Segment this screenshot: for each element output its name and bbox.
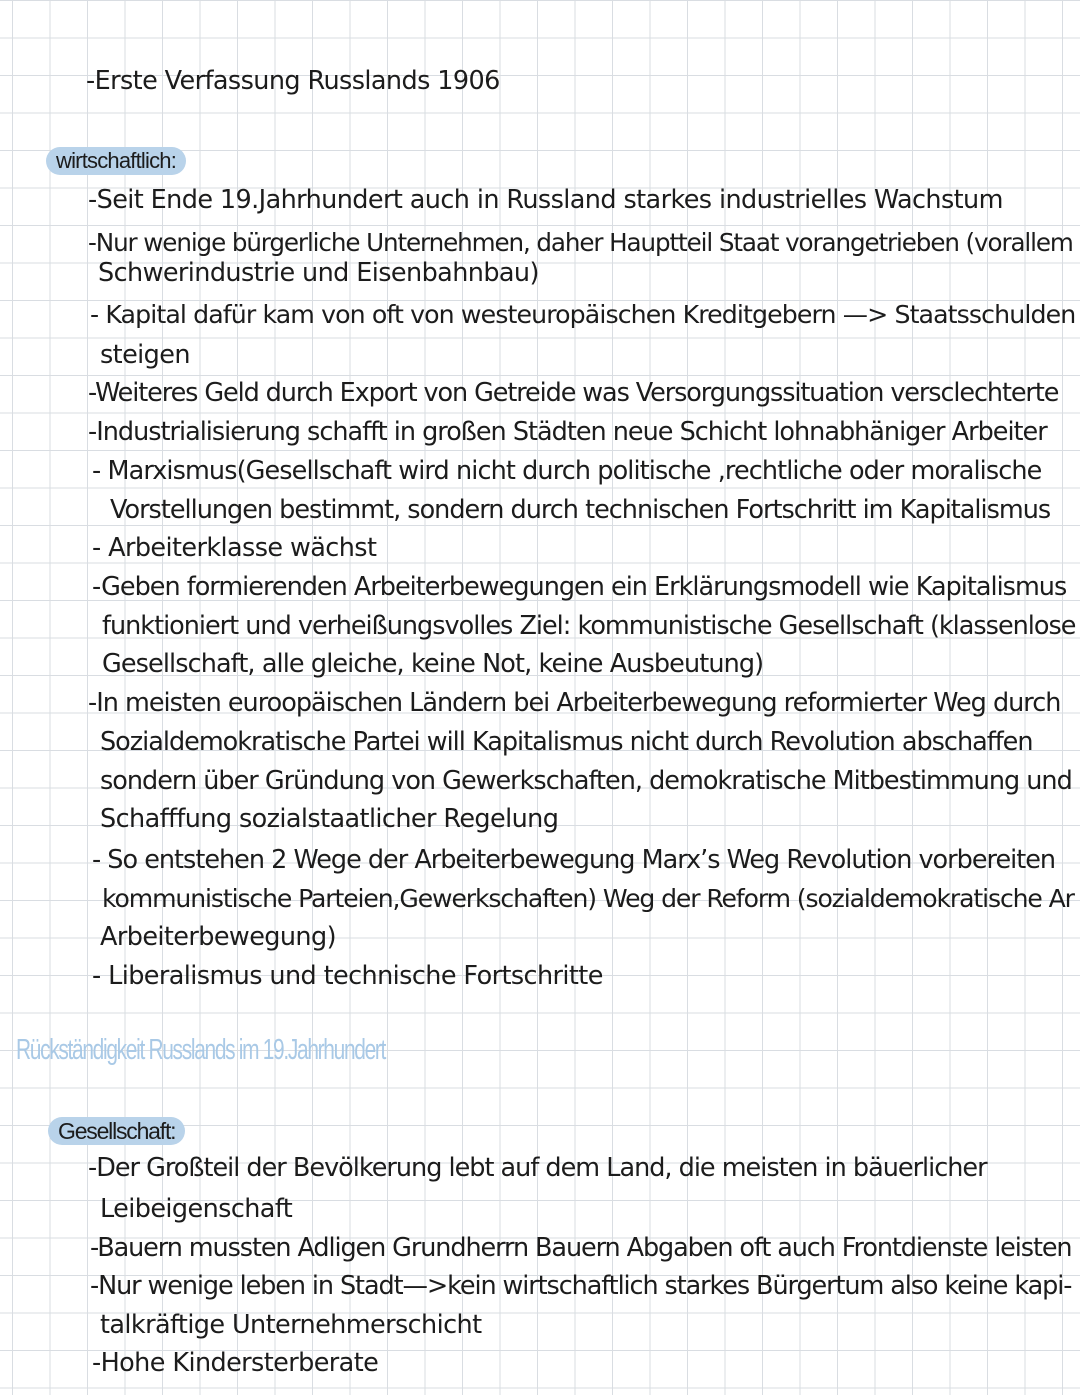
note-line: Leibeigenschaft (100, 1194, 293, 1224)
note-line: -Nur wenige leben in Stadt—>kein wirtschaftlich starkes Bürgertum also keine kapi- (90, 1271, 1072, 1301)
note-line: kommunistische Parteien,Gewerkschaften) Weg der Reform (sozialdemokratische Ar (102, 884, 1074, 913)
note-line: -Nur wenige bürgerliche Unternehmen, daher Hauptteil Staat vorangetrieben (vorallem (88, 228, 1073, 257)
heading-society: Gesellschaft: (48, 1117, 185, 1145)
note-line: Schafffung sozialstaatlicher Regelung (100, 804, 559, 834)
note-line: Arbeiterbewegung) (100, 922, 336, 952)
note-line: Schwerindustrie und Eisenbahnbau) (98, 258, 539, 288)
heading-economic: wirtschaftlich: (46, 147, 186, 175)
note-line: -Hohe Kindersterberate (92, 1348, 379, 1378)
note-line: - Kapital dafür kam von oft von westeuropäischen Kreditgebern —> Staatsschulden (90, 300, 1076, 329)
note-line: -Seit Ende 19.Jahrhundert auch in Russland starkes industrielles Wachstum (88, 185, 1003, 215)
note-line: funktioniert und verheißungsvolles Ziel: kommunistische Gesellschaft (klassenlose (102, 611, 1076, 641)
note-line: - So entstehen 2 Wege der Arbeiterbewegung Marx’s Weg Revolution vorbereiten (92, 845, 1056, 875)
note-line: - Marxismus(Gesellschaft wird nicht durch politische ,rechtliche oder moralische (92, 456, 1042, 486)
note-line: -Bauern mussten Adligen Grundherrn Bauern Abgaben oft auch Frontdienste leisten (90, 1233, 1072, 1263)
note-line: - Arbeiterklasse wächst (92, 533, 377, 563)
note-line: -Weiteres Geld durch Export von Getreide was Versorgungssituation versclechterte (88, 378, 1059, 408)
note-line: -Industrialisierung schafft in großen Städten neue Schicht lohnabhäniger Arbeiter (88, 417, 1047, 447)
section-title: Rückständigkeit Russlands im 19.Jahrhundert (16, 1034, 386, 1066)
note-line: -Der Großteil der Bevölkerung lebt auf dem Land, die meisten in bäuerlicher (88, 1153, 987, 1183)
note-line: -Erste Verfassung Russlands 1906 (86, 66, 500, 96)
note-line: -Geben formierenden Arbeiterbewegungen ein Erklärungsmodell wie Kapitalismus (92, 572, 1067, 602)
note-line: talkräftige Unternehmerschicht (100, 1310, 482, 1340)
note-line: Vorstellungen bestimmt, sondern durch technischen Fortschritt im Kapitalismus (110, 495, 1051, 525)
note-line: Gesellschaft, alle gleiche, keine Not, keine Ausbeutung) (102, 649, 764, 679)
note-line: steigen (100, 340, 190, 370)
note-line: - Liberalismus und technische Fortschritte (92, 961, 603, 991)
note-line: -In meisten euroopäischen Ländern bei Arbeiterbewegung reformierter Weg durch (88, 688, 1061, 718)
note-line: sondern über Gründung von Gewerkschaften, demokratische Mitbestimmung und (100, 766, 1072, 796)
note-line: Sozialdemokratische Partei will Kapitalismus nicht durch Revolution abschaffen (100, 727, 1033, 757)
